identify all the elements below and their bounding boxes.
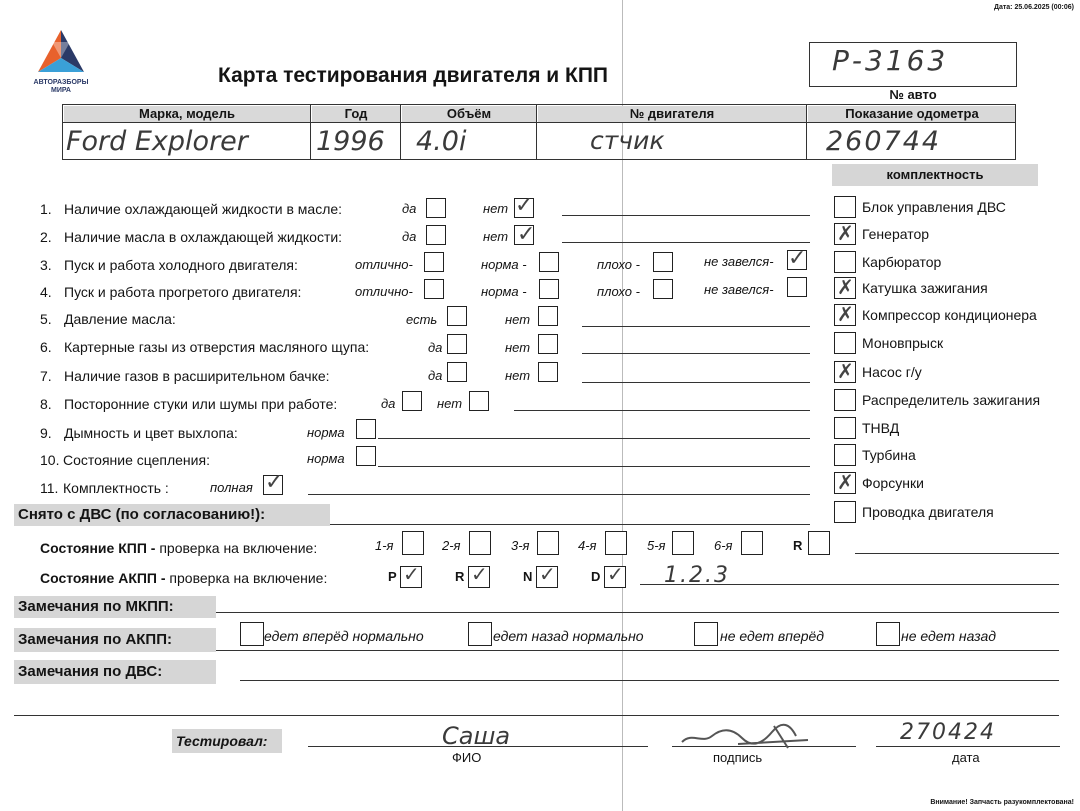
question-text: Состояние сцепления: (63, 452, 210, 468)
checkbox[interactable] (426, 198, 446, 218)
check-mark-icon: ✓ (403, 562, 420, 586)
akpp-option-label: не едет вперёд (720, 628, 825, 644)
engine-value: стчик (590, 126, 665, 155)
signature-scribble (678, 718, 818, 752)
question-number: 10. (40, 452, 60, 468)
akpp-title: Состояние АКПП - (40, 570, 166, 586)
akpp-gear-label: R (455, 569, 465, 584)
question-text: Наличие газов в расширительном бачке: (64, 368, 330, 384)
opt-net: нет (437, 396, 463, 411)
komplekt-item-label: Проводка двигателя (862, 504, 994, 520)
col-divider (536, 104, 537, 160)
remarks-akpp-label: Замечания по АКПП: (14, 628, 216, 652)
kpp-gear-label: 1-я (375, 538, 394, 553)
checkbox-checked[interactable]: ✓ (788, 246, 807, 271)
opt-norma: норма - (481, 257, 527, 272)
akpp-rest: проверка на включение: (165, 570, 328, 586)
checkbox[interactable] (538, 306, 558, 326)
note-line (514, 410, 810, 411)
question-text: Посторонние стуки или шумы при работе: (64, 396, 338, 412)
checkbox[interactable] (539, 279, 559, 299)
warning-note: Внимание! Запчасть разукомплектована! (930, 799, 1074, 806)
tested-label: Тестировал: (172, 729, 282, 753)
akpp-note: 1.2.3 (664, 563, 730, 588)
kpp-row-label (40, 540, 317, 556)
komplekt-checkbox-checked[interactable] (834, 472, 856, 494)
header-engine: № двигателя (538, 106, 806, 122)
date-line (876, 746, 1060, 747)
company-logo (30, 28, 92, 94)
header-divider (62, 122, 1016, 123)
komplekt-checkbox[interactable] (834, 417, 856, 439)
checkbox[interactable] (424, 279, 444, 299)
checkbox[interactable] (538, 362, 558, 382)
removed-label: Снято с ДВС (по согласованию!): (14, 504, 330, 526)
komplekt-item-label: Компрессор кондиционера (862, 307, 1037, 323)
question-text: Дымность и цвет выхлопа: (64, 425, 238, 441)
akpp-option-checkbox[interactable] (876, 622, 900, 646)
logo-line2: МИРА (51, 87, 71, 94)
question-text: Комплектность : (63, 480, 169, 496)
col-divider (400, 104, 401, 160)
opt-otl: отлично- (355, 284, 413, 299)
question-number: 3. (40, 257, 52, 273)
checkbox[interactable] (447, 306, 467, 326)
logo-line1: АВТОРАЗБОРЫ (33, 79, 89, 86)
kpp-gear-checkbox[interactable] (741, 531, 763, 555)
opt-da: да (402, 229, 417, 244)
checkbox[interactable] (356, 446, 376, 466)
note-line (378, 438, 810, 439)
header-volume: Объём (402, 106, 536, 122)
kpp-gear-label: 2-я (442, 538, 461, 553)
checkbox[interactable] (538, 334, 558, 354)
kpp-rest: проверка на включение: (155, 540, 318, 556)
opt-otl: отлично- (355, 257, 413, 272)
header-odometer: Показание одометра (808, 106, 1016, 122)
note-line (640, 584, 1059, 585)
komplekt-checkbox-checked[interactable] (834, 277, 856, 299)
akpp-gear-checkbox-checked[interactable] (468, 562, 490, 588)
header-make: Марка, модель (64, 106, 310, 122)
kpp-gear-label: 6-я (714, 538, 733, 553)
akpp-gear-checkbox-checked[interactable] (400, 562, 422, 588)
checkbox[interactable] (447, 334, 467, 354)
check-mark-icon: ✓ (471, 562, 488, 586)
akpp-option-checkbox[interactable] (468, 622, 492, 646)
x-mark-icon: ✗ (837, 302, 854, 326)
komplekt-item-label: Моновпрыск (862, 335, 944, 351)
komplekt-checkbox[interactable] (834, 196, 856, 218)
checkbox[interactable] (447, 362, 467, 382)
opt-da: да (381, 396, 396, 411)
opt-net: нет (483, 229, 509, 244)
question-number: 2. (40, 229, 52, 245)
kpp-gear-label: 5-я (647, 538, 666, 553)
checkbox[interactable] (787, 277, 807, 297)
checkbox[interactable] (402, 391, 422, 411)
car-number-label: № авто (809, 86, 1017, 102)
question-text: Пуск и работа холодного двигателя: (64, 257, 298, 273)
opt-ploho: плохо - (597, 284, 640, 299)
opt-net: нет (505, 368, 531, 383)
note-line (562, 215, 810, 216)
opt-da: да (428, 340, 443, 355)
akpp-option-label: не едет назад (901, 628, 996, 644)
question-text: Картерные газы из отверстия масляного щупа: (64, 339, 370, 355)
opt-da: да (428, 368, 443, 383)
opt-net: нет (505, 312, 531, 327)
komplekt-item-label: Карбюратор (862, 254, 942, 270)
note-line (582, 382, 810, 383)
x-mark-icon: ✗ (837, 275, 854, 299)
note-line (582, 353, 810, 354)
kpp-gear-label: 3-я (511, 538, 530, 553)
question-text: Наличие охлаждающей жидкости в масле: (64, 201, 343, 217)
akpp-option-label: едет вперёд нормально (264, 628, 424, 644)
opt-net: нет (483, 201, 509, 216)
komplekt-title: комплектность (832, 164, 1038, 186)
komplekt-checkbox[interactable] (834, 389, 856, 411)
opt-da: да (402, 201, 417, 216)
akpp-gear-label: D (591, 569, 601, 584)
kpp-gear-checkbox[interactable] (605, 531, 627, 555)
akpp-option-checkbox[interactable] (240, 622, 264, 646)
komplekt-checkbox[interactable] (834, 251, 856, 273)
komplekt-item-label: Генератор (862, 226, 930, 242)
kpp-gear-checkbox[interactable] (469, 531, 491, 555)
note-line (14, 715, 1059, 716)
opt-norma: норма - (481, 284, 527, 299)
note-line (378, 466, 810, 467)
komplekt-item-label: Распределитель зажигания (862, 392, 1041, 408)
odometer-value: 260744 (826, 126, 942, 157)
note-line (330, 524, 810, 525)
make-value: Ford Explorer (66, 126, 248, 157)
note-line (216, 650, 1059, 651)
opt-est: есть (406, 312, 438, 327)
question-number: 9. (40, 425, 52, 441)
col-divider (310, 104, 311, 160)
akpp-gear-label: N (523, 569, 533, 584)
opt-polnaya: полная (210, 480, 253, 495)
remarks-mkpp-label: Замечания по МКПП: (14, 596, 216, 618)
question-number: 1. (40, 201, 52, 217)
car-number-value: Р-3163 (832, 44, 949, 77)
komplekt-checkbox-checked[interactable] (834, 304, 856, 326)
signature-caption: подпись (713, 750, 763, 765)
check-mark-icon: ✓ (607, 562, 624, 586)
checkbox[interactable] (426, 225, 446, 245)
checkbox[interactable] (424, 252, 444, 272)
note-line (240, 680, 1059, 681)
note-line (855, 553, 1059, 554)
kpp-gear-checkbox[interactable] (402, 531, 424, 555)
note-line (582, 326, 810, 327)
kpp-gear-label: R (793, 538, 803, 553)
question-text: Пуск и работа прогретого двигателя: (64, 284, 302, 300)
akpp-gear-checkbox-checked[interactable] (536, 562, 558, 588)
kpp-gear-checkbox[interactable] (808, 531, 830, 555)
x-mark-icon: ✗ (837, 470, 854, 494)
komplekt-item-label: ТНВД (862, 420, 900, 436)
form-title: Карта тестирования двигателя и КПП (218, 64, 609, 87)
question-text: Наличие масла в охлаждающей жидкости: (64, 229, 343, 245)
fio-caption: ФИО (452, 750, 482, 765)
opt-net: нет (505, 340, 531, 355)
remarks-dvs-label: Замечания по ДВС: (14, 660, 216, 684)
question-number: 8. (40, 396, 52, 412)
print-date: Дата: 25.06.2025 (00:06) (993, 4, 1074, 11)
checkbox[interactable] (356, 419, 376, 439)
header-year: Год (312, 106, 400, 122)
checkbox[interactable] (469, 391, 489, 411)
komplekt-checkbox-checked[interactable] (834, 361, 856, 383)
date-caption: дата (952, 750, 980, 765)
komplekt-item-label: Форсунки (862, 475, 924, 491)
opt-norma: норма (307, 451, 345, 466)
kpp-gear-label: 4-я (578, 538, 597, 553)
note-line (562, 242, 810, 243)
komplekt-checkbox[interactable] (834, 332, 856, 354)
question-number: 11. (40, 480, 59, 496)
komplekt-checkbox[interactable] (834, 501, 856, 523)
komplekt-item-label: Турбина (862, 447, 916, 463)
akpp-row-label (40, 570, 327, 586)
year-value: 1996 (316, 126, 385, 157)
checkbox-checked[interactable]: ✓ (514, 225, 534, 245)
tested-date: 270424 (900, 720, 996, 745)
question-number: 4. (40, 284, 52, 300)
opt-ploho: плохо - (597, 257, 640, 272)
checkbox[interactable] (653, 279, 673, 299)
question-text: Давление масла: (64, 311, 176, 327)
kpp-gear-checkbox[interactable] (537, 531, 559, 555)
kpp-gear-checkbox[interactable] (672, 531, 694, 555)
note-line (308, 494, 810, 495)
komplekt-item-label: Катушка зажигания (862, 280, 988, 296)
checkbox-checked[interactable]: ✓ (515, 193, 534, 218)
question-number: 6. (40, 339, 52, 355)
question-number: 7. (40, 368, 52, 384)
komplekt-item-label: Насос г/у (862, 364, 922, 380)
question-number: 5. (40, 311, 52, 327)
komplekt-checkbox[interactable] (834, 444, 856, 466)
kpp-title: Состояние КПП - (40, 540, 156, 556)
checkbox-checked[interactable]: ✓ (265, 470, 284, 495)
opt-norma: норма (307, 425, 345, 440)
akpp-gear-label: P (388, 569, 397, 584)
komplekt-checkbox-checked[interactable] (834, 223, 856, 245)
col-divider (806, 104, 807, 160)
x-mark-icon: ✗ (837, 221, 854, 245)
opt-ne-zav: не завелся- (704, 282, 774, 297)
x-mark-icon: ✗ (837, 359, 854, 383)
note-line (216, 612, 1059, 613)
checkbox[interactable] (539, 252, 559, 272)
komplekt-item-label: Блок управления ДВС (862, 199, 1006, 215)
akpp-gear-checkbox-checked[interactable] (604, 562, 626, 588)
checkbox[interactable] (653, 252, 673, 272)
opt-ne-zav: не завелся- (704, 254, 774, 269)
logo-icon (30, 28, 92, 74)
check-mark-icon: ✓ (539, 562, 556, 586)
akpp-option-label: едет назад нормально (493, 628, 644, 644)
akpp-option-checkbox[interactable] (694, 622, 718, 646)
volume-value: 4.0i (416, 126, 467, 157)
tester-name: Саша (442, 722, 511, 750)
